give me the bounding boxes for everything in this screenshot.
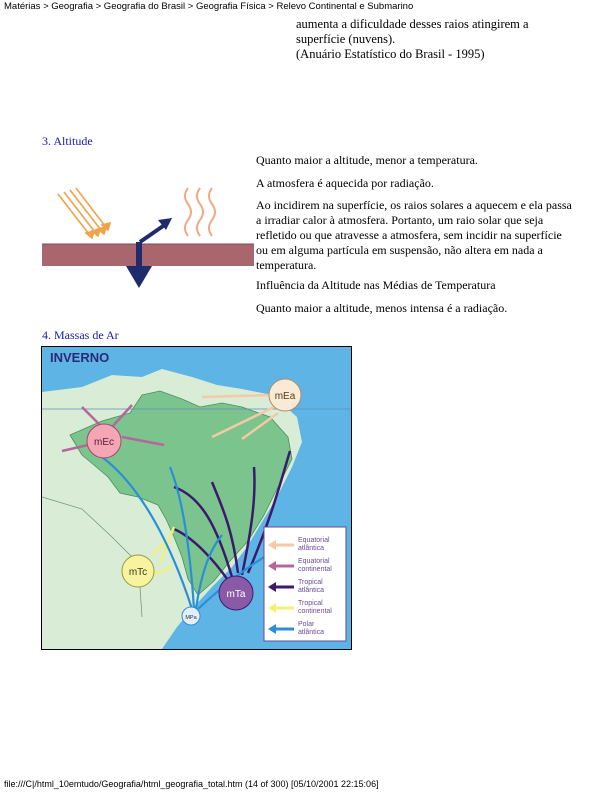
svg-text:mTa: mTa <box>226 589 246 600</box>
svg-text:continental: continental <box>298 566 332 573</box>
air-masses-map <box>41 346 352 650</box>
altitude-paragraph-5: Quanto maior a altitude, menos intensa é a radiação. <box>256 301 508 315</box>
intro-line-2: superfície (nuvens). <box>296 32 396 46</box>
svg-text:Tropical: Tropical <box>298 600 323 607</box>
svg-text:mTc: mTc <box>128 567 148 578</box>
svg-text:mEa: mEa <box>274 391 296 402</box>
svg-text:mEc: mEc <box>94 437 114 448</box>
map-legend <box>264 527 346 641</box>
ground-surface <box>42 244 254 266</box>
altitude-paragraph-4: Influência da Altitude nas Médias de Temperatura <box>256 278 496 292</box>
svg-text:Polar: Polar <box>298 621 315 628</box>
svg-text:atlântica: atlântica <box>298 629 325 636</box>
svg-text:continental: continental <box>298 608 332 615</box>
svg-text:atlântica: atlântica <box>298 587 325 594</box>
altitude-paragraph-3: Ao incidirem na superfície, os raios solares a aquecem e ela passa a irradiar calor à atmosfera. Portanto, um raio solar que seja refletido ou que atravesse a atmosfera, sem incidir na superfície ou em alguma partícula em suspensão, não altera em nada a temperatura. <box>256 198 572 272</box>
intro-text <box>296 17 529 62</box>
reflected-ray-arrow <box>140 218 172 242</box>
solar-rays-icon <box>58 188 110 238</box>
file-path-footer: file:///C|/html_10emtudo/Geografia/html_geografia_total.htm (14 of 300) [05/10/2001 22:15:06] <box>4 779 379 789</box>
svg-text:Equatorial: Equatorial <box>298 558 330 565</box>
svg-text:Equatorial: Equatorial <box>298 537 330 544</box>
altitude-paragraph-2: A atmosfera é aquecida por radiação. <box>256 176 434 190</box>
svg-text:MPa: MPa <box>185 615 197 621</box>
map-title: INVERNO <box>50 350 110 365</box>
heat-waves-icon <box>185 188 215 236</box>
breadcrumb: Matérias > Geografia > Geografia do Brasil > Geografia Física > Relevo Continental e Submarino <box>4 1 414 12</box>
intro-source: (Anuário Estatístico do Brasil - 1995) <box>296 47 485 61</box>
mass-mec <box>87 424 121 458</box>
section-title-massas: 4. Massas de Ar <box>42 328 119 342</box>
intro-line-1: aumenta a dificuldade desses raios atingirem a <box>296 17 529 31</box>
mass-mta <box>219 576 253 610</box>
mass-mpa <box>182 607 200 625</box>
altitude-paragraph-1: Quanto maior a altitude, menor a temperatura. <box>256 153 478 167</box>
svg-text:atlântica: atlântica <box>298 545 325 552</box>
mass-mtc <box>122 555 154 587</box>
section-title-altitude: 3. Altitude <box>42 134 93 148</box>
mass-mea <box>269 379 301 411</box>
svg-text:Tropical: Tropical <box>298 579 323 586</box>
altitude-illustration <box>40 184 256 292</box>
